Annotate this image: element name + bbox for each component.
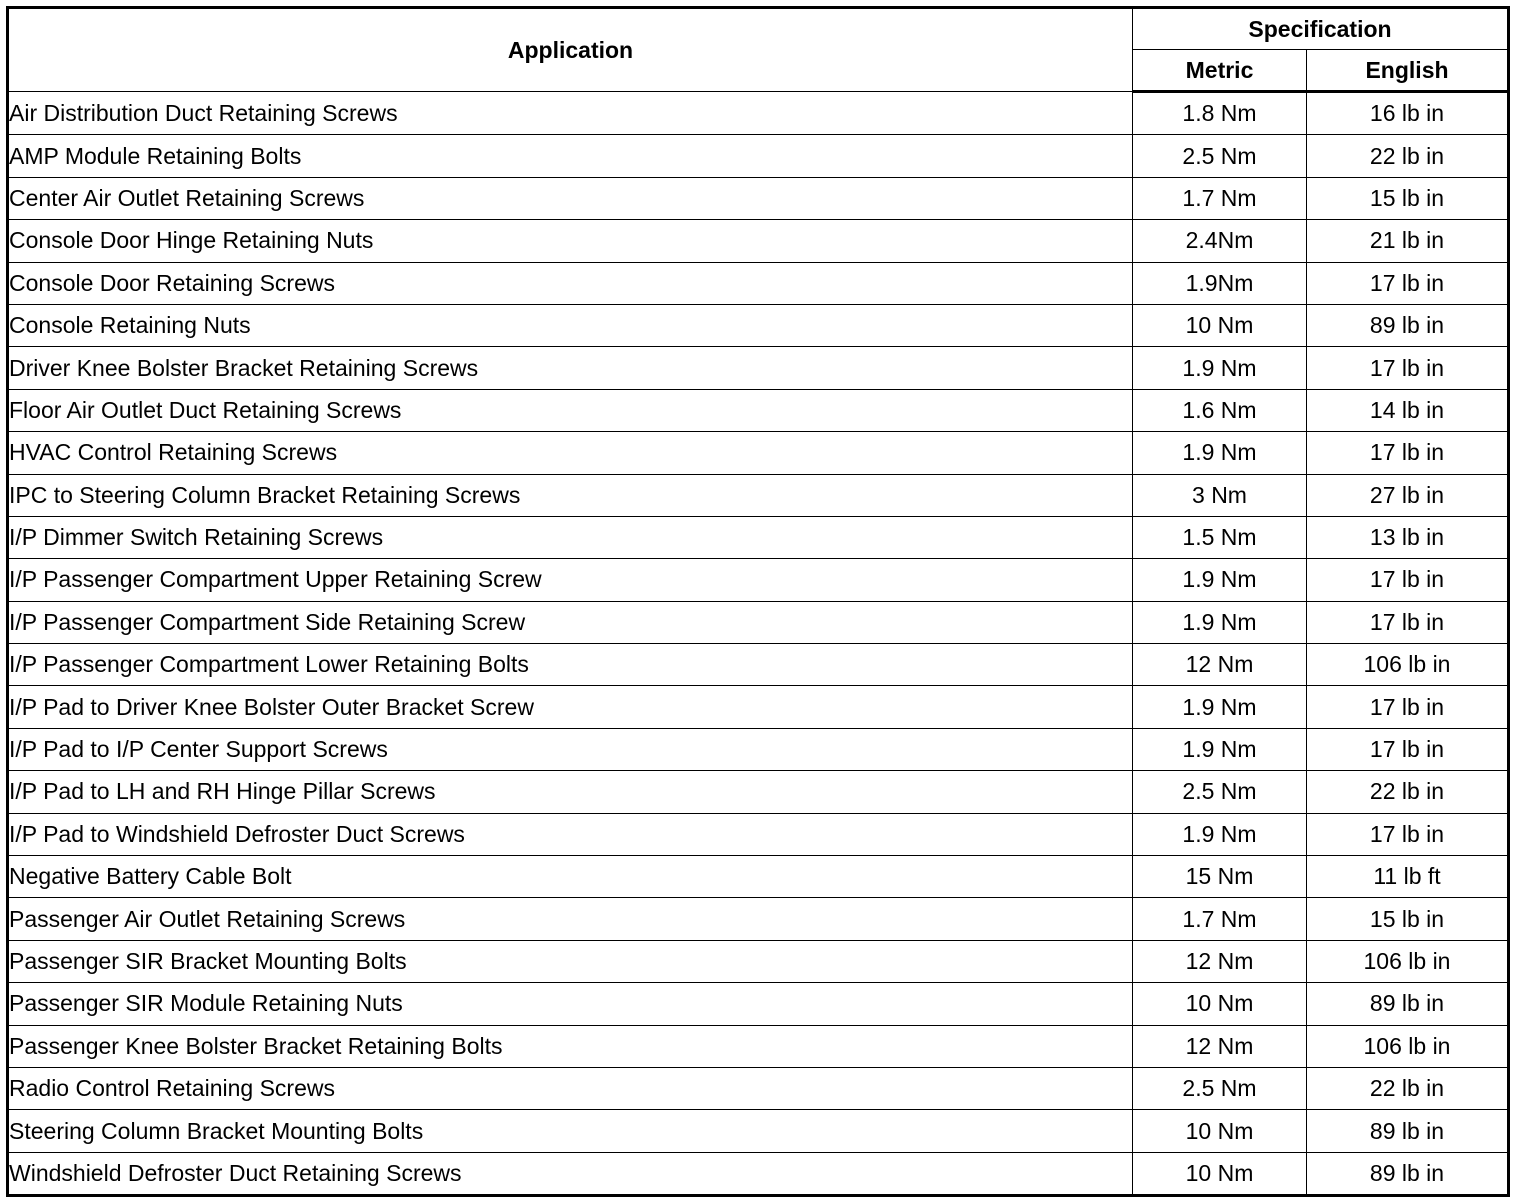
metric-cell: 2.5 Nm xyxy=(1133,135,1307,177)
table-row xyxy=(8,177,1509,219)
english-cell: 17 lb in xyxy=(1307,813,1509,855)
table-row xyxy=(8,813,1509,855)
metric-cell: 1.9 Nm xyxy=(1133,559,1307,601)
english-cell: 22 lb in xyxy=(1307,771,1509,813)
metric-cell: 2.4Nm xyxy=(1133,220,1307,262)
metric-cell: 2.5 Nm xyxy=(1133,771,1307,813)
english-cell: 106 lb in xyxy=(1307,644,1509,686)
english-cell: 21 lb in xyxy=(1307,220,1509,262)
english-cell: 22 lb in xyxy=(1307,1067,1509,1109)
metric-cell: 10 Nm xyxy=(1133,304,1307,346)
english-cell: 17 lb in xyxy=(1307,262,1509,304)
english-cell: 14 lb in xyxy=(1307,389,1509,431)
table-row xyxy=(8,1110,1509,1152)
application-cell: I/P Pad to LH and RH Hinge Pillar Screws xyxy=(8,771,1133,813)
application-cell: I/P Pad to I/P Center Support Screws xyxy=(8,728,1133,770)
metric-cell: 15 Nm xyxy=(1133,856,1307,898)
metric-cell: 1.9 Nm xyxy=(1133,347,1307,389)
metric-cell: 10 Nm xyxy=(1133,1110,1307,1152)
application-cell: HVAC Control Retaining Screws xyxy=(8,432,1133,474)
table-row xyxy=(8,220,1509,262)
metric-column-header: Metric xyxy=(1133,50,1307,92)
table-header xyxy=(8,8,1509,92)
metric-cell: 3 Nm xyxy=(1133,474,1307,516)
table-row xyxy=(8,940,1509,982)
metric-cell: 1.9 Nm xyxy=(1133,813,1307,855)
metric-cell: 1.7 Nm xyxy=(1133,898,1307,940)
english-cell: 22 lb in xyxy=(1307,135,1509,177)
application-cell: Passenger Knee Bolster Bracket Retaining Bolts xyxy=(8,1025,1133,1067)
table-row xyxy=(8,262,1509,304)
table-row xyxy=(8,347,1509,389)
metric-cell: 2.5 Nm xyxy=(1133,1067,1307,1109)
table-row xyxy=(8,1067,1509,1109)
metric-cell: 1.5 Nm xyxy=(1133,516,1307,558)
metric-cell: 10 Nm xyxy=(1133,1152,1307,1195)
application-column-header: Application xyxy=(8,8,1133,92)
table-body xyxy=(8,92,1509,1196)
application-cell: I/P Passenger Compartment Lower Retaining Bolts xyxy=(8,644,1133,686)
table-row xyxy=(8,432,1509,474)
application-cell: Floor Air Outlet Duct Retaining Screws xyxy=(8,389,1133,431)
application-cell: IPC to Steering Column Bracket Retaining Screws xyxy=(8,474,1133,516)
english-cell: 17 lb in xyxy=(1307,432,1509,474)
application-cell: Console Door Retaining Screws xyxy=(8,262,1133,304)
table-row xyxy=(8,898,1509,940)
application-cell: Passenger SIR Module Retaining Nuts xyxy=(8,983,1133,1025)
metric-cell: 10 Nm xyxy=(1133,983,1307,1025)
table-row xyxy=(8,686,1509,728)
table-row xyxy=(8,135,1509,177)
application-cell: Center Air Outlet Retaining Screws xyxy=(8,177,1133,219)
application-cell: Passenger SIR Bracket Mounting Bolts xyxy=(8,940,1133,982)
english-cell: 17 lb in xyxy=(1307,559,1509,601)
metric-cell: 1.9 Nm xyxy=(1133,432,1307,474)
english-cell: 16 lb in xyxy=(1307,92,1509,135)
application-cell: Console Retaining Nuts xyxy=(8,304,1133,346)
metric-cell: 12 Nm xyxy=(1133,940,1307,982)
metric-cell: 1.9 Nm xyxy=(1133,686,1307,728)
table-row xyxy=(8,1025,1509,1067)
application-cell: AMP Module Retaining Bolts xyxy=(8,135,1133,177)
table-row xyxy=(8,474,1509,516)
english-cell: 106 lb in xyxy=(1307,940,1509,982)
application-cell: I/P Passenger Compartment Upper Retaining Screw xyxy=(8,559,1133,601)
application-cell: Console Door Hinge Retaining Nuts xyxy=(8,220,1133,262)
application-cell: Windshield Defroster Duct Retaining Screws xyxy=(8,1152,1133,1195)
application-cell: I/P Pad to Driver Knee Bolster Outer Bracket Screw xyxy=(8,686,1133,728)
application-cell: I/P Pad to Windshield Defroster Duct Screws xyxy=(8,813,1133,855)
header-row-top xyxy=(8,8,1509,50)
metric-cell: 1.7 Nm xyxy=(1133,177,1307,219)
english-cell: 106 lb in xyxy=(1307,1025,1509,1067)
application-cell: Driver Knee Bolster Bracket Retaining Screws xyxy=(8,347,1133,389)
table-row xyxy=(8,728,1509,770)
table-row xyxy=(8,389,1509,431)
english-cell: 17 lb in xyxy=(1307,686,1509,728)
metric-cell: 1.8 Nm xyxy=(1133,92,1307,135)
specification-column-header: Specification xyxy=(1133,8,1509,50)
application-cell: Air Distribution Duct Retaining Screws xyxy=(8,92,1133,135)
table-row xyxy=(8,92,1509,135)
table-row xyxy=(8,516,1509,558)
english-cell: 17 lb in xyxy=(1307,601,1509,643)
table-row xyxy=(8,559,1509,601)
table-row xyxy=(8,771,1509,813)
metric-cell: 1.9Nm xyxy=(1133,262,1307,304)
english-cell: 27 lb in xyxy=(1307,474,1509,516)
application-cell: Steering Column Bracket Mounting Bolts xyxy=(8,1110,1133,1152)
table-row xyxy=(8,983,1509,1025)
table-row xyxy=(8,644,1509,686)
application-cell: I/P Passenger Compartment Side Retaining Screw xyxy=(8,601,1133,643)
metric-cell: 12 Nm xyxy=(1133,644,1307,686)
english-cell: 11 lb ft xyxy=(1307,856,1509,898)
metric-cell: 1.9 Nm xyxy=(1133,728,1307,770)
english-cell: 89 lb in xyxy=(1307,1152,1509,1195)
table-row xyxy=(8,304,1509,346)
english-cell: 13 lb in xyxy=(1307,516,1509,558)
english-cell: 89 lb in xyxy=(1307,983,1509,1025)
metric-cell: 1.6 Nm xyxy=(1133,389,1307,431)
application-cell: Negative Battery Cable Bolt xyxy=(8,856,1133,898)
table-row xyxy=(8,856,1509,898)
application-cell: Radio Control Retaining Screws xyxy=(8,1067,1133,1109)
english-cell: 17 lb in xyxy=(1307,728,1509,770)
application-cell: Passenger Air Outlet Retaining Screws xyxy=(8,898,1133,940)
fastener-specification-table xyxy=(6,6,1510,1197)
english-column-header: English xyxy=(1307,50,1509,92)
table-row xyxy=(8,1152,1509,1195)
english-cell: 89 lb in xyxy=(1307,304,1509,346)
table-row xyxy=(8,601,1509,643)
metric-cell: 12 Nm xyxy=(1133,1025,1307,1067)
english-cell: 15 lb in xyxy=(1307,177,1509,219)
english-cell: 15 lb in xyxy=(1307,898,1509,940)
application-cell: I/P Dimmer Switch Retaining Screws xyxy=(8,516,1133,558)
english-cell: 89 lb in xyxy=(1307,1110,1509,1152)
metric-cell: 1.9 Nm xyxy=(1133,601,1307,643)
english-cell: 17 lb in xyxy=(1307,347,1509,389)
